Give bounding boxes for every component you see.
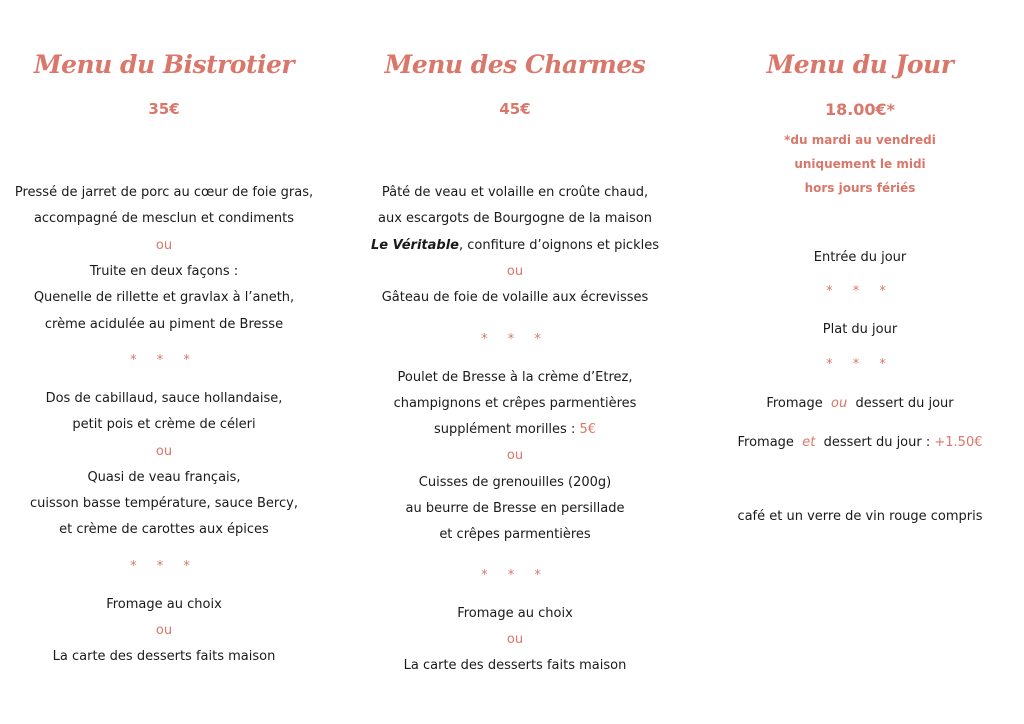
menu-price: 18.00€* <box>824 100 896 119</box>
menu-line: Entrée du jour <box>813 250 907 265</box>
menu-line: Gâteau de foie de volaille aux écrevisses <box>381 290 649 305</box>
menu-line: champignons et crêpes parmentières <box>393 396 637 411</box>
menu-line: La carte des desserts faits maison <box>52 649 276 664</box>
menu-line: accompagné de mesclun et condiments <box>33 211 295 226</box>
separator-stars: * * * <box>826 284 894 299</box>
menu-line: La carte des desserts faits maison <box>403 658 627 673</box>
separator-et: et <box>802 435 816 450</box>
separator-stars: * * * <box>130 559 198 574</box>
menu-line: petit pois et crème de céleri <box>72 417 256 432</box>
price-note: *du mardi au vendredi <box>784 133 936 147</box>
menu-line: supplément morilles : 5€ <box>433 422 597 437</box>
separator-stars: * * * <box>481 332 549 347</box>
menu-line: Fromage au choix <box>106 597 222 612</box>
menu-price: 45€ <box>499 100 531 118</box>
menu-line: et crème de carottes aux épices <box>59 522 269 537</box>
separator-ou: ou <box>155 444 173 459</box>
supplement-price: 5€ <box>579 422 597 437</box>
menu-line: Fromage au choix <box>457 606 573 621</box>
menu-line: Poulet de Bresse à la crème d’Etrez, <box>397 370 633 385</box>
separator-ou: ou <box>506 448 524 463</box>
separator-stars: * * * <box>826 357 894 372</box>
menu-line: Cuisses de grenouilles (200g) <box>418 475 612 490</box>
separator-ou: ou <box>831 396 848 411</box>
menu-line: aux escargots de Bourgogne de la maison <box>378 211 652 226</box>
menu-line: Fromage et dessert du jour : +1.50€ <box>737 435 983 450</box>
menu-title: Menu du Bistrotier <box>33 50 295 79</box>
menu-line: Truite en deux façons : <box>89 264 239 279</box>
separator-ou: ou <box>155 238 173 253</box>
brand-name: Le Véritable <box>370 238 459 253</box>
menu-line: Pressé de jarret de porc au cœur de foie gras, <box>14 185 314 200</box>
menu-title: Menu des Charmes <box>384 50 646 79</box>
menu-line: Le Véritable, confiture d’oignons et pickles <box>370 238 659 253</box>
separator-ou: ou <box>506 264 524 279</box>
separator-stars: * * * <box>130 353 198 368</box>
menu-line: Quasi de veau français, <box>87 470 241 485</box>
menu-line: et crêpes parmentières <box>439 527 591 542</box>
menu-line: au beurre de Bresse en persillade <box>405 501 625 516</box>
price-note: hors jours fériés <box>804 181 916 195</box>
menu-line: café et un verre de vin rouge compris <box>737 509 983 524</box>
menu-line: crème acidulée au piment de Bresse <box>44 317 284 332</box>
separator-stars: * * * <box>481 568 549 583</box>
menu-line: Pâté de veau et volaille en croûte chaud, <box>381 185 649 200</box>
menu-line: Fromage ou dessert du jour <box>766 396 954 411</box>
menu-title: Menu du Jour <box>766 50 954 79</box>
menu-line: Plat du jour <box>822 322 898 337</box>
menu-price: 35€ <box>148 100 180 118</box>
separator-ou: ou <box>506 632 524 647</box>
menu-line: Quenelle de rillette et gravlax à l’aneth, <box>33 290 295 305</box>
separator-ou: ou <box>155 623 173 638</box>
menu-line: cuisson basse température, sauce Bercy, <box>30 496 298 511</box>
menu-line: Dos de cabillaud, sauce hollandaise, <box>45 391 283 406</box>
supplement-price: +1.50€ <box>934 435 983 450</box>
price-note: uniquement le midi <box>794 157 926 171</box>
